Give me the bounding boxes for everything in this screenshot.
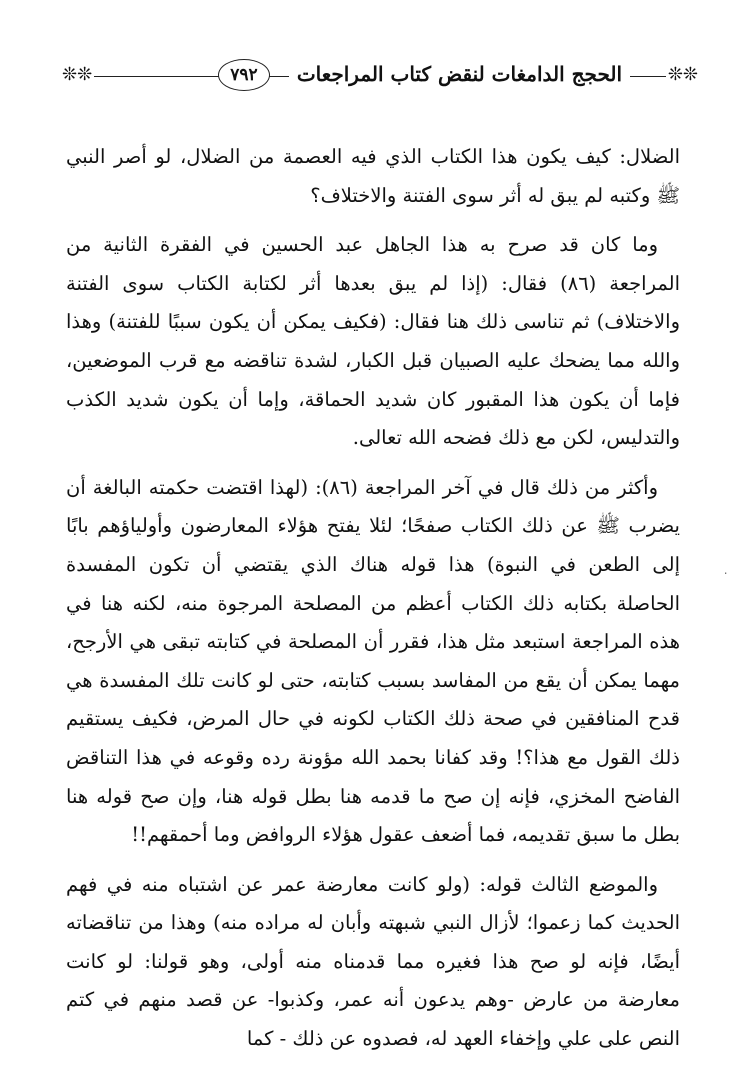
page-body <box>66 138 680 1070</box>
running-header <box>40 58 720 94</box>
ornament-left-icon: ❊❊ <box>62 64 93 85</box>
paragraph-1: الضلال: كيف يكون هذا الكتاب الذي فيه العصمة من الضلال، لو أصر النبي ﷺ وكتبه لم يبق له أثر سوى الفتنة والاختلاف؟ <box>66 145 680 207</box>
paragraph-4: والموضع الثالث قوله: (ولو كانت معارضة عمر عن اشتباه منه في فهم الحديث كما زعموا؛ لأزال النبي شبهته وأبان له مراده منه) وهذا من تناقضاته أيضًا، فإنه لو صح هذا فغيره مما قدمناه منه أولى، وهو قولنا: لو كانت معارضة من عارض -وهم يدعون أنه عمر، وكذبوا- عن قصد منهم في كتم النص على علي وإخفاء العهد له، فصدوه عن ذلك - كما <box>66 872 680 1051</box>
paragraph-2: وما كان قد صرح به هذا الجاهل عبد الحسين في الفقرة الثانية من المراجعة (٨٦) فقال: (إذا لم يبق بعدها أثر لكتابة الكتاب سوى الفتنة والاختلاف) ثم تناسى ذلك هنا فقال: (فكيف يمكن أن يكون سببًا للفتنة) وهذا والله مما يضحك عليه الصبيان قبل الكبار، لشدة تناقضه مع قرب الموضعين، فإما أن يكون هذا المقبور كان شديد الحماقة، وإما أن يكون شديد الكذب والتدليس، لكن مع ذلك فضحه الله تعالى. <box>66 233 680 450</box>
page-number: ٧٩٢ <box>218 59 270 91</box>
stray-mark: ٠ <box>723 568 729 579</box>
ornament-right-icon: ❊❊ <box>667 64 698 85</box>
paragraph-3: وأكثر من ذلك قال في آخر المراجعة (٨٦): (لهذا اقتضت حكمته البالغة أن يضرب ﷺ عن ذلك الكتاب صفحًا؛ لئلا يفتح هؤلاء المعارضون وأولياؤهم بابًا إلى الطعن في النبوة) هذا قوله هناك الذي يقتضي أن تكون المفسدة الحاصلة بكتابه ذلك الكتاب أعظم من المصلحة المرجوة منه، لكنه هنا في هذه المراجعة استبعد مثل هذا، فقرر أن المصلحة في كتابته تبقى هي الأرجح، مهما يمكن أن يقع من المفاسد بسبب كتابته، حتى لو كانت تلك المفسدة هي قدح المنافقين في صحة ذلك الكتاب لكونه في حال المرض، فكيف يستقيم ذلك القول مع هذا؟! وقد كفانا بحمد الله مؤونة رده وقوعه في هذا التناقض الفاضح المخزي، فإنه إن صح ما قدمه هنا بطل قوله هنا، وإن صح قوله هنا بطل ما سبق تقديمه، فما أضعف عقول هؤلاء الروافض وما أحمقهم!! <box>66 475 680 847</box>
book-title: الحجج الدامغات لنقض كتاب المراجعات <box>289 62 630 86</box>
